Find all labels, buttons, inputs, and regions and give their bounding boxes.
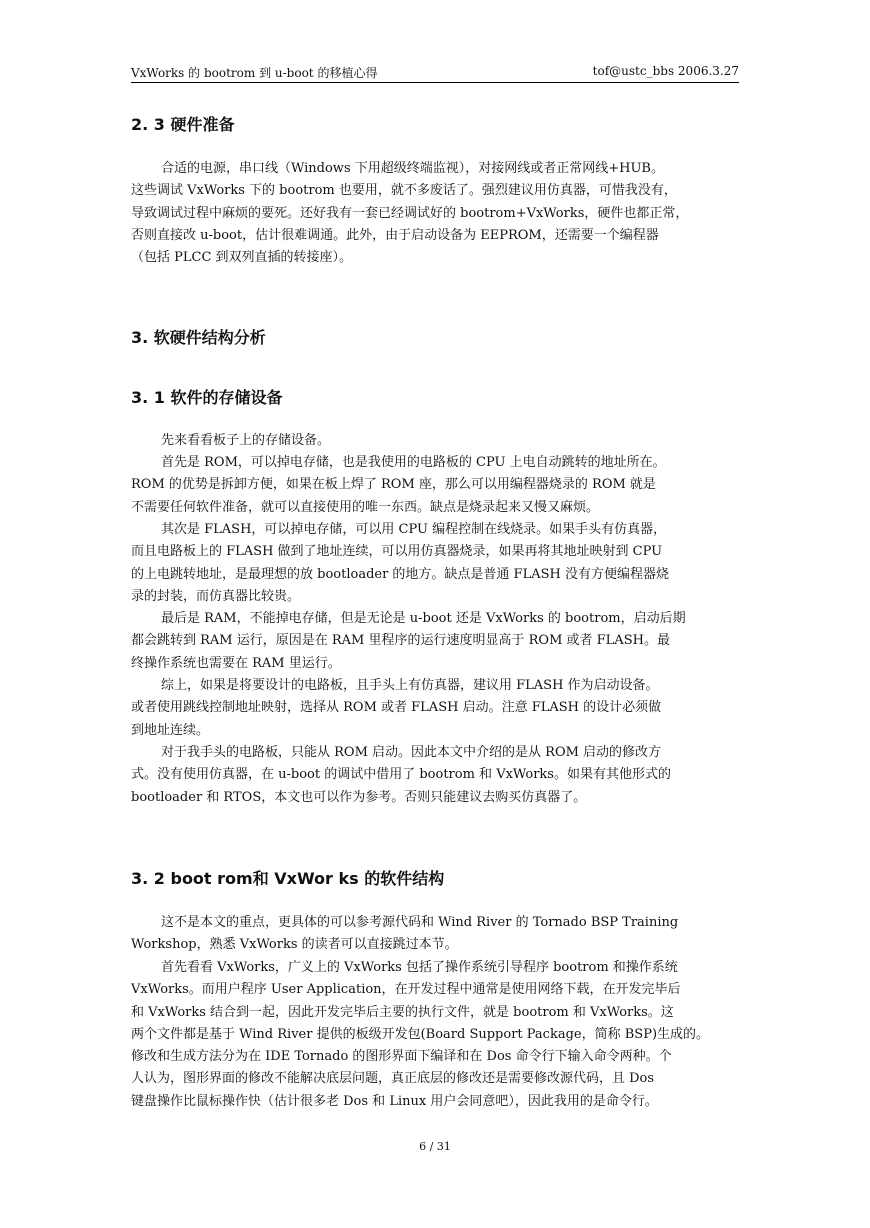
section-heading-3-1: 3. 1 软件的存储设备 xyxy=(131,388,283,407)
paragraph xyxy=(131,912,739,957)
header-title: VxWorks 的 bootrom 到 u-boot 的移植心得 xyxy=(131,66,378,80)
running-header xyxy=(131,62,739,83)
text-line: 式。没有使用仿真器，在 u-boot 的调试中借用了 bootrom 和 VxWorks。如果有其他形式的 xyxy=(131,767,671,783)
text-line: ROM 的优势是拆卸方便，如果在板上焊了 ROM 座，那么可以用编程器烧录的 ROM 就是 xyxy=(131,477,656,493)
text-line: 对于我手头的电路板，只能从 ROM 启动。因此本文中介绍的是从 ROM 启动的修改方 xyxy=(161,745,662,760)
text-line: 和 VxWorks 结合到一起，因此开发完毕后主要的执行文件，就是 bootrom 和 VxWorks。这 xyxy=(131,1004,674,1020)
text-line: 或者使用跳线控制地址映射，选择从 ROM 或者 FLASH 启动。注意 FLASH 的设计必须做 xyxy=(131,700,662,716)
paragraph xyxy=(131,675,739,742)
text-line: 录的封装，而仿真器比较贵。 xyxy=(131,588,301,604)
text-line: 终操作系统也需要在 RAM 里运行。 xyxy=(131,655,341,671)
paragraph xyxy=(131,742,739,809)
text-line: 人认为，图形界面的修改不能解决底层问题，真正底层的修改还是需要修改源代码，且 Dos xyxy=(131,1071,655,1087)
text-line: 否则直接改 u-boot，估计很难调通。此外，由于启动设备为 EEPROM，还需要一个编程器 xyxy=(131,227,659,243)
text-line: （包括 PLCC 到双列直插的转接座）。 xyxy=(131,250,353,266)
text-line: 综上，如果是将要设计的电路板，且手头上有仿真器，建议用 FLASH 作为启动设备。 xyxy=(161,678,659,693)
text-line: 合适的电源，串口线（Windows 下用超级终端监视），对接网线或者正常网线+HUB。 xyxy=(161,161,664,176)
section-heading-3: 3. 软硬件结构分析 xyxy=(131,328,266,347)
text-line: 这些调试 VxWorks 下的 bootrom 也要用，就不多废话了。强烈建议用仿真器，可惜我没有， xyxy=(131,183,677,199)
text-line: 先来看看板子上的存储设备。 xyxy=(161,433,331,448)
text-line: VxWorks。而用户程序 User Application，在开发过程中通常是使用网络下载，在开发完毕后 xyxy=(131,982,681,998)
text-line: 键盘操作比鼠标操作快（估计很多老 Dos 和 Linux 用户会同意吧），因此我用的是命令行。 xyxy=(131,1093,658,1109)
text-line: 其次是 FLASH，可以掉电存储，可以用 CPU 编程控制在线烧录。如果手头有仿真器， xyxy=(161,522,667,537)
text-line: 到地址连续。 xyxy=(131,722,210,738)
paragraph xyxy=(131,608,739,675)
text-line: 修改和生成方法分为在 IDE Tornado 的图形界面下编译和在 Dos 命令行下输入命令两种。个 xyxy=(131,1049,672,1065)
text-line: 导致调试过程中麻烦的要死。还好我有一套已经调试好的 bootrom+VxWorks，硬件也都正常， xyxy=(131,205,689,221)
text-line: Workshop，熟悉 VxWorks 的读者可以直接跳过本节。 xyxy=(131,937,458,953)
text-line: bootloader 和 RTOS，本文也可以作为参考。否则只能建议去购买仿真器了。 xyxy=(131,789,587,805)
section-heading-3-2: 3. 2 boot rom和 VxWor ks 的软件结构 xyxy=(131,869,445,888)
text-line: 而且电路板上的 FLASH 做到了地址连续，可以用仿真器烧录，如果再将其地址映射到 CPU xyxy=(131,544,663,560)
paragraph xyxy=(131,452,739,519)
paragraph xyxy=(131,158,739,269)
text-line: 不需要任何软件准备，就可以直接使用的唯一东西。缺点是烧录起来又慢又麻烦。 xyxy=(131,499,600,515)
text-line: 首先是 ROM，可以掉电存储，也是我使用的电路板的 CPU 上电自动跳转的地址所在。 xyxy=(161,455,666,470)
text-line: 都会跳转到 RAM 运行，原因是在 RAM 里程序的运行速度明显高于 ROM 或者 FLASH。最 xyxy=(131,633,670,649)
paragraph xyxy=(131,430,739,452)
text-line: 最后是 RAM，不能掉电存储，但是无论是 u-boot 还是 VxWorks 的 bootrom，启动后期 xyxy=(161,611,686,626)
text-line: 这不是本文的重点，更具体的可以参考源代码和 Wind River 的 Tornado BSP Training xyxy=(161,915,679,930)
text-line: 首先看看 VxWorks，广义上的 VxWorks 包括了操作系统引导程序 bootrom 和操作系统 xyxy=(161,960,678,975)
paragraph xyxy=(131,957,739,1113)
paragraph xyxy=(131,519,739,608)
page-number: 6 / 31 xyxy=(419,1140,451,1153)
text-line: 两个文件都是基于 Wind River 提供的板级开发包(Board Support Package，简称 BSP)生成的。 xyxy=(131,1026,710,1042)
header-author-date: tof@ustc_bbs 2006.3.27 xyxy=(592,64,739,78)
text-line: 的上电跳转地址，是最理想的放 bootloader 的地方。缺点是普通 FLASH 没有方便编程器烧 xyxy=(131,566,669,582)
section-heading-2-3: 2. 3 硬件准备 xyxy=(131,115,235,134)
